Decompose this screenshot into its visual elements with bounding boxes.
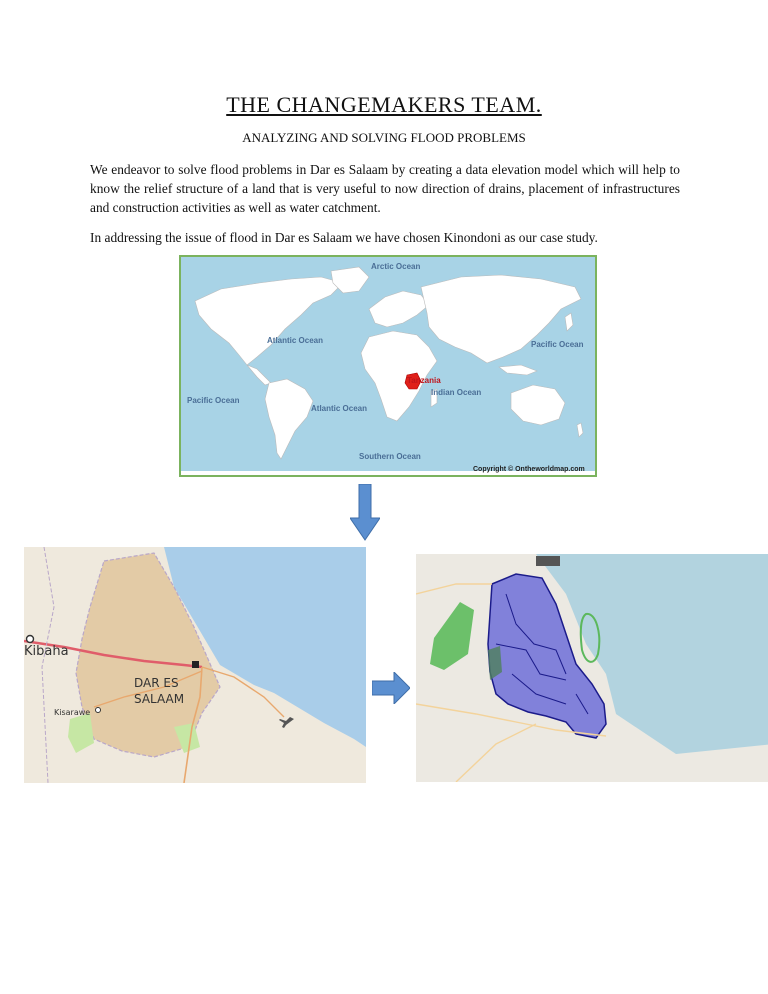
label-kisarawe: Kisarawe [54, 708, 91, 717]
label-atlantic-south: Atlantic Ocean [311, 404, 368, 413]
new-zealand-shape [577, 423, 583, 437]
australia-shape [511, 385, 565, 425]
page-title: THE CHANGEMAKERS TEAM. [226, 92, 542, 117]
land-shape [416, 554, 768, 782]
label-pacific-east: Pacific Ocean [531, 340, 584, 349]
kisarawe-marker-icon [96, 708, 101, 713]
page-subtitle: ANALYZING AND SOLVING FLOOD PROBLEMS [242, 130, 526, 145]
label-kibaha: Kibaha [24, 644, 69, 659]
label-dar-line2: SALAAM [134, 692, 185, 706]
central-america-shape [247, 365, 271, 385]
right-arrow-icon [372, 672, 410, 704]
intro-paragraph: We endeavor to solve flood problems in Dar es Salaam by creating a data elevation model which will help to know the relief structure of a land that is very useful to now direction of drains, placement of infrastructures and construction activities as well as water catchment. [90, 162, 680, 215]
north-america-shape [195, 277, 343, 365]
label-atlantic-north: Atlantic Ocean [267, 336, 324, 345]
label-indian-ocean: Indian Ocean [431, 388, 482, 397]
label-dar-line1: DAR ES [134, 676, 179, 690]
map-copyright: Copyright © Ontheworldmap.com [473, 466, 585, 473]
indonesia-shape [499, 365, 537, 375]
capital-marker-icon [192, 661, 199, 668]
asia-shape [421, 275, 581, 363]
label-arctic-ocean: Arctic Ocean [371, 262, 421, 271]
map-tooltip [536, 556, 560, 566]
label-tanzania: Tanzania [407, 376, 441, 385]
europe-shape [369, 291, 429, 327]
down-arrow-icon [350, 484, 380, 542]
world-map [179, 255, 597, 477]
japan-shape [565, 313, 573, 331]
dar-es-salaam-region-map [24, 547, 366, 783]
kibaha-marker-icon [27, 636, 34, 643]
label-southern-ocean: Southern Ocean [359, 452, 421, 461]
kinondoni-district-map [416, 554, 768, 782]
south-america-shape [265, 379, 313, 459]
label-pacific-west: Pacific Ocean [187, 396, 240, 405]
case-study-paragraph: In addressing the issue of flood in Dar es Salaam we have chosen Kinondoni as our case study. [90, 230, 598, 245]
